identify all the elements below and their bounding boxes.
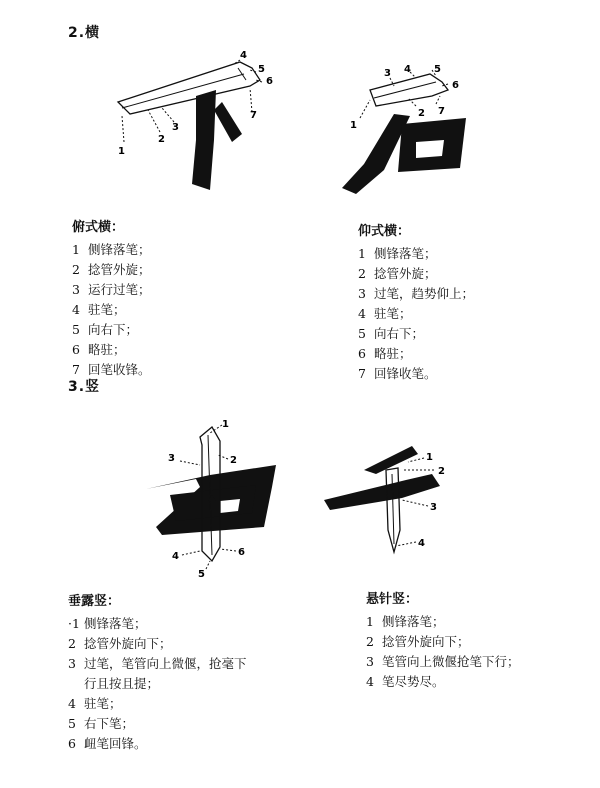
list-xuanzhen-shu [366, 590, 520, 692]
section-title-shu: 3.竖 [68, 379, 101, 395]
list-item: 2 捻管外旋； [72, 262, 151, 277]
list-item: 2 捻管外旋； [358, 266, 437, 281]
list-item: 6 衄笔回锋。 [68, 736, 147, 751]
list-item-continuation: 行且按且提； [84, 676, 160, 691]
list-heading: 俯式横： [72, 220, 125, 235]
svg-text:6: 6 [238, 547, 245, 558]
list-yangshi-heng [358, 222, 474, 384]
svg-text:5: 5 [198, 569, 205, 580]
figure-qian [320, 440, 470, 570]
list-item: 5 向右下； [72, 322, 139, 337]
svg-text:5: 5 [434, 64, 441, 75]
svg-text:2: 2 [438, 466, 445, 477]
list-item: 7 回锋收笔。 [358, 366, 437, 381]
list-item: 2 捻管外旋向下； [366, 634, 470, 649]
svg-text:6: 6 [266, 76, 273, 87]
svg-text:1: 1 [222, 419, 229, 430]
svg-text:3: 3 [384, 68, 391, 79]
svg-text:3: 3 [172, 122, 179, 133]
list-item: ·1 侧锋落笔； [68, 616, 147, 631]
list-item: 6 略驻； [72, 342, 126, 357]
figure-zhong [140, 415, 290, 585]
list-fushi-heng [72, 218, 151, 380]
list-item: 3 笔管向上微偃抢笔下行； [366, 654, 520, 669]
svg-text:5: 5 [258, 64, 265, 75]
list-item: 1 侧锋落笔； [72, 242, 151, 257]
svg-text:4: 4 [172, 551, 179, 562]
list-item: 2 捻管外旋向下； [68, 636, 172, 651]
list-item: 4 驻笔； [72, 302, 126, 317]
list-item: 4 驻笔； [358, 306, 412, 321]
svg-text:4: 4 [404, 64, 411, 75]
list-item: 3 过笔，趋势仰上； [358, 286, 475, 301]
svg-text:1: 1 [426, 452, 433, 463]
list-heading: 仰式横： [358, 224, 411, 239]
list-item: 4 驻笔； [68, 696, 122, 711]
svg-text:3: 3 [430, 502, 437, 513]
list-item: 1 侧锋落笔； [366, 614, 445, 629]
list-item: 5 向右下； [358, 326, 425, 341]
list-item: 3 运行过笔； [72, 282, 151, 297]
svg-text:7: 7 [438, 106, 445, 117]
list-item: 7 回笔收锋。 [72, 362, 151, 377]
list-item: 3 过笔，笔管向上微偃，抢毫下 [68, 656, 247, 671]
section-title-heng: 2.横 [68, 25, 101, 41]
svg-text:1: 1 [350, 120, 357, 131]
svg-text:7: 7 [250, 110, 257, 121]
list-item: 4 笔尽势尽。 [366, 674, 445, 689]
svg-text:3: 3 [168, 453, 175, 464]
svg-text:2: 2 [418, 108, 425, 119]
figure-xia [110, 50, 280, 200]
list-heading: 垂露竖： [68, 594, 121, 609]
svg-text:6: 6 [452, 80, 459, 91]
list-item: 6 略驻； [358, 346, 412, 361]
svg-text:2: 2 [230, 455, 237, 466]
list-heading: 悬针竖： [366, 592, 419, 607]
svg-text:2: 2 [158, 134, 165, 145]
svg-text:1: 1 [118, 146, 125, 157]
svg-text:4: 4 [240, 50, 247, 61]
svg-text:4: 4 [418, 538, 425, 549]
list-item: 5 右下笔； [68, 716, 135, 731]
list-chuilu-shu [68, 592, 247, 754]
list-item: 1 侧锋落笔； [358, 246, 437, 261]
figure-shi [320, 60, 480, 200]
